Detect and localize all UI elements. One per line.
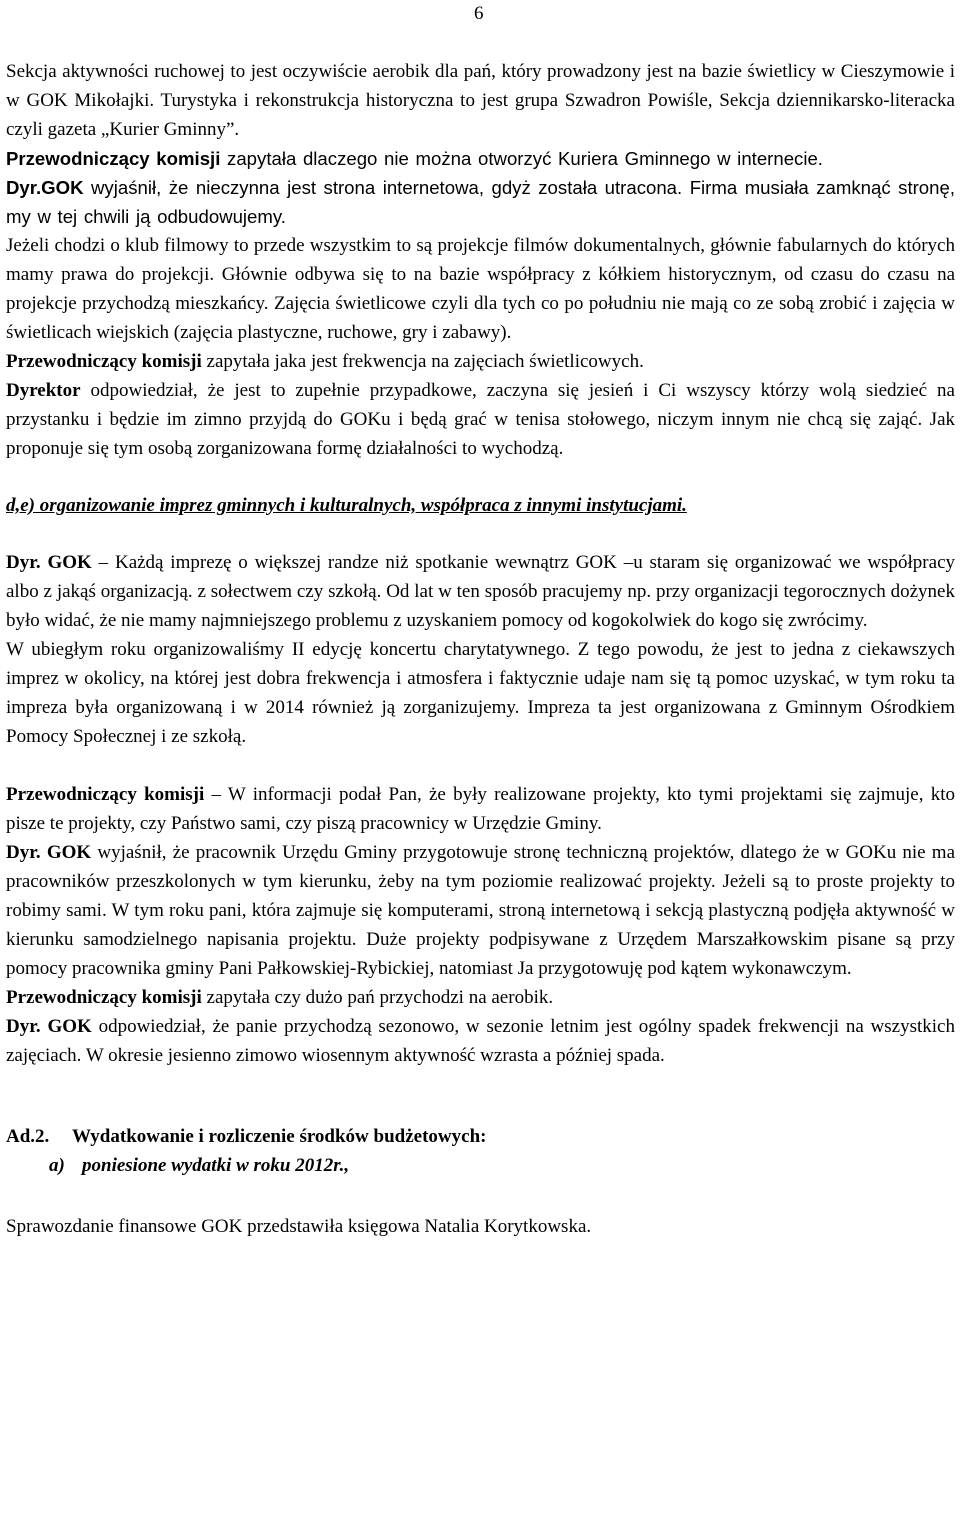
speaker-label: Przewodniczący komisji xyxy=(6,784,205,805)
paragraph-director-website xyxy=(6,173,955,231)
paragraph-text: odpowiedział, że panie przychodzą sezonowo, w sezonie letnim jest ogólny spadek frekwencji na wszystkich zajęciach. W okresie jesienno zimowo wiosennym aktywność wzrasta a później spada. xyxy=(6,1016,955,1066)
speaker-label: Przewodniczący komisji xyxy=(6,148,221,169)
paragraph-text: zapytała czy dużo pań przychodzi na aerobik. xyxy=(201,987,554,1008)
speaker-label: Przewodniczący komisji xyxy=(6,351,202,372)
paragraph-activities: Sekcja aktywności ruchowej to jest oczywiście aerobik dla pań, który prowadzony jest na bazie świetlicy w Cieszymowie i w GOK Mikołajki. Turystyka i rekonstrukcja historyczna to jest grupa Szwadron Powiśle, Sekcja dziennikarsko-literacka czyli gazeta „Kurier Gminny”. xyxy=(6,61,955,140)
paragraph-chair-question-aerobics xyxy=(6,983,955,1012)
paragraph-director-events xyxy=(6,548,955,635)
paragraph-text: wyjaśnił, że nieczynna jest strona internetowa, gdyż została utracona. Firma musiała zamknąć stronę, my w tej chwili ją odbudowujemy. xyxy=(6,177,955,227)
agenda-subitem-letter: a) xyxy=(49,1155,65,1176)
paragraph-chair-question-kurier xyxy=(6,144,955,173)
paragraph-text: – W informacji podał Pan, że były realizowane projekty, kto tymi projektami się zajmuje, kto pisze te projekty, czy Państwo sami, czy piszą pracownicy w Urzędzie Gminy. xyxy=(6,784,955,834)
speaker-label: Dyr. GOK xyxy=(6,552,92,573)
speaker-label: Przewodniczący komisji xyxy=(6,987,202,1008)
paragraph-financial-report: Sprawozdanie finansowe GOK przedstawiła księgowa Natalia Korytkowska. xyxy=(6,1216,592,1237)
paragraph-text: zapytała dlaczego nie można otworzyć Kuriera Gminnego w internecie. xyxy=(220,148,823,169)
spacer xyxy=(6,751,955,780)
paragraph-chair-question-attendance xyxy=(6,347,955,376)
agenda-item-heading xyxy=(6,1122,955,1151)
paragraph-text: odpowiedział, że jest to zupełnie przypadkowe, zaczyna się jesień i Ci wszyscy którzy wolą siedzieć na przystanku i będzie im zimno przyjdą do GOKu i będą grać w tenisa stołowego, niczym innym nie chcą się zająć. Jak proponuje się tym osobą zorganizowana formę działalności to wychodzą. xyxy=(6,380,955,459)
paragraph-charity-concert: W ubiegłym roku organizowaliśmy II edycję koncertu charytatywnego. Z tego powodu, że jest to jedna z ciekawszych imprez w okolicy, na której jest dobra frekwencja i atmosfera i faktycznie udaje nam się tą pomoc uzyskać, w tym roku ta impreza była organizowaną i w 2014 również ją zorganizujemy. Impreza ta jest organizowana z Gminnym Ośrodkiem Pomocy Społecznej i ze szkołą. xyxy=(6,639,955,747)
paragraph-text: zapytała jaka jest frekwencja na zajęciach świetlicowych. xyxy=(201,351,644,372)
paragraph-director-aerobics xyxy=(6,1012,955,1070)
speaker-label: Dyr.GOK xyxy=(6,177,84,198)
speaker-label: Dyrektor xyxy=(6,380,81,401)
spacer xyxy=(6,1070,955,1122)
paragraph-director-attendance xyxy=(6,376,955,463)
speaker-label: Dyr. GOK xyxy=(6,842,92,863)
spacer xyxy=(6,1180,955,1212)
agenda-item-number: Ad.2. xyxy=(6,1126,50,1147)
agenda-subitem-heading xyxy=(6,1151,955,1180)
agenda-item-title: Wydatkowanie i rozliczenie środków budżetowych: xyxy=(72,1126,487,1147)
paragraph-film-club: Jeżeli chodzi o klub filmowy to przede wszystkim to są projekcje filmów dokumentalnych, głównie fabularnych do których mamy prawa do projekcji. Głównie odbywa się to na bazie współpracy z kółkiem historycznym, od czasu do czasu na projekcje przychodzą mieszkańcy. Zajęcia świetlicowe czyli dla tych co po południu nie mają co ze sobą zrobić i zajęcia w świetlicach wiejskich (zajęcia plastyczne, ruchowe, gry i zabawy). xyxy=(6,235,955,343)
spacer xyxy=(6,520,955,548)
agenda-subitem-title: poniesione wydatki w roku 2012r., xyxy=(82,1155,350,1176)
document-body xyxy=(6,57,955,1241)
paragraph-chair-question-projects xyxy=(6,780,955,838)
page-number: 6 xyxy=(474,3,484,24)
paragraph-director-projects xyxy=(6,838,955,983)
spacer xyxy=(6,463,955,491)
paragraph-text: – Każdą imprezę o większej randze niż spotkanie wewnątrz GOK –u staram się organizować we współpracy albo z jakąś organizacją. z sołectwem czy szkołą. Od lat w ten sposób pracujemy np. przy organizacji tegorocznych dożynek było widać, że nie mamy najmniejszego problemu z uzyskaniem pomocy od kogokolwiek do kogo się zwrócimy. xyxy=(6,552,955,631)
paragraph-text: wyjaśnił, że pracownik Urzędu Gminy przygotowuje stronę techniczną projektów, dlatego że w GOKu nie ma pracowników przeszkolonych w tym kierunku, żeby na tym poziomie realizować projekty. Jeżeli są to proste projekty to robimy sami. W tym roku pani, która zajmuje się komputerami, stroną internetową i sekcją plastyczną podjęła aktywność w kierunku samodzielnego napisania projektu. Duże projekty podpisywane z Urzędem Marszałkowskim pisane są przy pomocy pracownika gminy Pani Pałkowskiej-Rybickiej, natomiast Ja przygotowuję pod kątem wykonawczym. xyxy=(6,842,956,979)
section-heading-events: d,e) organizowanie imprez gminnych i kulturalnych, współpraca z innymi instytucjami. xyxy=(6,495,687,516)
speaker-label: Dyr. GOK xyxy=(6,1016,92,1037)
